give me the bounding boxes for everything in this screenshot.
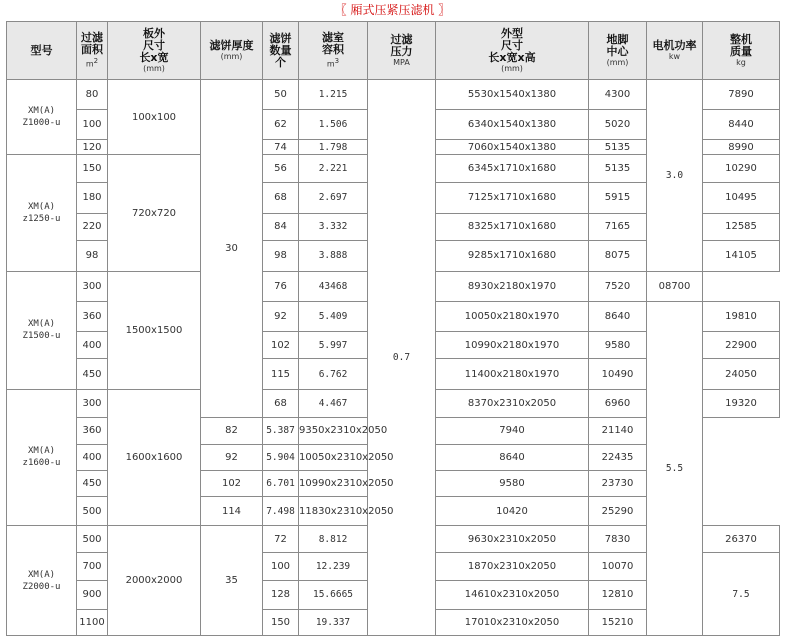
dimensions-cell: 11400x2180x1970	[436, 359, 589, 389]
cake-count-cell: 92	[263, 302, 299, 332]
area-cell: 220	[77, 213, 108, 240]
dimensions-cell: 17010x2310x2050	[436, 609, 589, 635]
foot-center-cell: 5135	[589, 140, 647, 155]
cake-count-cell: 68	[263, 182, 299, 213]
dimensions-cell: 9630x2310x2050	[436, 526, 589, 553]
header-chamber-volume: 滤室 容积 $m^3$	[299, 22, 368, 80]
model-cell: XM(A) Z1000-u	[7, 80, 77, 155]
weight-cell: 10495	[703, 182, 780, 213]
area-cell: 450	[77, 471, 108, 497]
weight-cell: 22435	[589, 444, 647, 470]
chamber-volume-cell: 5.997	[299, 332, 368, 359]
header-cake-count: 滤饼 数量 个	[263, 22, 299, 80]
dimensions-cell: 6340x1540x1380	[436, 110, 589, 140]
area-cell: 500	[77, 526, 108, 553]
model-cell: XM(A) Z2000-u	[7, 526, 77, 636]
cake-count-cell: 68	[263, 389, 299, 417]
cake-count-cell: 56	[263, 155, 299, 182]
cake-count-cell: 72	[263, 526, 299, 553]
cake-count-cell: 50	[263, 80, 299, 110]
foot-center-cell: 15210	[589, 609, 647, 635]
chamber-volume-cell: 2.221	[299, 155, 368, 182]
weight-cell: 14105	[703, 240, 780, 271]
dimensions-cell: 1870x2310x2050	[436, 553, 589, 580]
model-cell: XM(A) z1600-u	[7, 389, 77, 526]
header-model: 型号	[7, 22, 77, 80]
dimensions-cell: 10050x2180x1970	[436, 302, 589, 332]
weight-cell: 22900	[703, 332, 780, 359]
chamber-volume-cell: 19.337	[299, 609, 368, 635]
plate-size-cell: 100x100	[108, 80, 201, 155]
dimensions-cell: 5530x1540x1380	[436, 80, 589, 110]
dimensions-cell: 10050x2310x2050	[299, 444, 368, 470]
chamber-volume-cell: 1.506	[299, 110, 368, 140]
chamber-volume-cell: 6.701	[263, 471, 299, 497]
area-cell: 100	[77, 110, 108, 140]
header-area: 过滤 面积 $m^2$	[77, 22, 108, 80]
cake-count-cell: 92	[201, 444, 263, 470]
motor-power-cell: 5.5	[647, 302, 703, 636]
area-cell: 360	[77, 302, 108, 332]
motor-power-cell: 7.5	[703, 553, 780, 636]
cake-count-cell: 74	[263, 140, 299, 155]
cake-count-cell: 128	[263, 580, 299, 609]
chamber-volume-cell: 3.888	[299, 240, 368, 271]
weight-cell: 7890	[703, 80, 780, 110]
area-cell: 360	[77, 417, 108, 444]
chamber-volume-cell: 8.812	[299, 526, 368, 553]
weight-cell: 21140	[589, 417, 647, 444]
area-cell: 500	[77, 497, 108, 526]
area-cell: 700	[77, 553, 108, 580]
plate-size-cell: 1600x1600	[108, 389, 201, 526]
area-cell: 450	[77, 359, 108, 389]
foot-center-cell: 5020	[589, 110, 647, 140]
chamber-volume-cell: 6.762	[299, 359, 368, 389]
cake-count-cell: 115	[263, 359, 299, 389]
area-cell: 120	[77, 140, 108, 155]
dimensions-cell: 10990x2310x2050	[299, 471, 368, 497]
plate-size-cell: 720x720	[108, 155, 201, 272]
area-cell: 900	[77, 580, 108, 609]
header-row	[7, 22, 780, 80]
foot-center-cell: 4300	[589, 80, 647, 110]
spec-table	[6, 21, 780, 636]
spec-table-body	[7, 80, 780, 636]
weight-cell: 19320	[703, 389, 780, 417]
weight-cell: 8990	[703, 140, 780, 155]
dimensions-cell: 8370x2310x2050	[436, 389, 589, 417]
header-foot-center: 地脚 中心 (mm)	[589, 22, 647, 80]
area-cell: 80	[77, 80, 108, 110]
weight-cell: 8440	[703, 110, 780, 140]
dimensions-cell: 10990x2180x1970	[436, 332, 589, 359]
cake-count-cell: 76	[263, 271, 299, 301]
chamber-volume-cell: 2.697	[299, 182, 368, 213]
foot-center-cell: 8075	[589, 240, 647, 271]
weight-cell: 08700	[647, 271, 703, 301]
chamber-volume-cell: 3.332	[299, 213, 368, 240]
foot-center-cell: 8640	[589, 302, 647, 332]
chamber-volume-cell: 43468	[299, 271, 368, 301]
dimensions-cell: 7060x1540x1380	[436, 140, 589, 155]
motor-power-cell: 3.0	[647, 80, 703, 272]
area-cell: 400	[77, 444, 108, 470]
foot-center-cell: 8640	[436, 444, 589, 470]
weight-cell: 24050	[703, 359, 780, 389]
area-cell: 180	[77, 182, 108, 213]
area-cell: 98	[77, 240, 108, 271]
area-cell: 400	[77, 332, 108, 359]
cake-thickness-cell: 30	[201, 80, 263, 418]
header-motor-power: 电机功率 kw	[647, 22, 703, 80]
area-cell: 150	[77, 155, 108, 182]
header-plate-size: 板外 尺寸 长x宽 (mm)	[108, 22, 201, 80]
area-cell: 300	[77, 271, 108, 301]
foot-center-cell: 10070	[589, 553, 647, 580]
foot-center-cell: 9580	[589, 332, 647, 359]
header-dimensions: 外型 尺寸 长x宽x高 (mm)	[436, 22, 589, 80]
dimensions-cell: 6345x1710x1680	[436, 155, 589, 182]
foot-center-cell: 7520	[589, 271, 647, 301]
chamber-volume-cell: 15.6665	[299, 580, 368, 609]
weight-cell: 10290	[703, 155, 780, 182]
weight-cell: 12585	[703, 213, 780, 240]
chamber-volume-cell: 5.904	[263, 444, 299, 470]
foot-center-cell: 5135	[589, 155, 647, 182]
cake-count-cell: 102	[263, 332, 299, 359]
table-title: 〖 厢式压紧压滤机 〗	[334, 3, 451, 17]
foot-center-cell: 10420	[436, 497, 589, 526]
weight-cell: 26370	[703, 526, 780, 553]
foot-center-cell: 12810	[589, 580, 647, 609]
chamber-volume-cell: 1.798	[299, 140, 368, 155]
cake-count-cell: 102	[201, 471, 263, 497]
dimensions-cell: 8930x2180x1970	[436, 271, 589, 301]
header-weight: 整机 质量 kg	[703, 22, 780, 80]
cake-count-cell: 84	[263, 213, 299, 240]
chamber-volume-cell: 7.498	[263, 497, 299, 526]
plate-size-cell: 2000x2000	[108, 526, 201, 636]
cake-count-cell: 100	[263, 553, 299, 580]
model-cell: XM(A) Z1500-u	[7, 271, 77, 389]
cake-count-cell: 98	[263, 240, 299, 271]
model-cell: XM(A) z1250-u	[7, 155, 77, 272]
dimensions-cell: 11830x2310x2050	[299, 497, 368, 526]
cake-thickness-cell: 35	[201, 526, 263, 636]
chamber-volume-cell: 1.215	[299, 80, 368, 110]
foot-center-cell: 7830	[589, 526, 647, 553]
foot-center-cell: 6960	[589, 389, 647, 417]
cake-count-cell: 62	[263, 110, 299, 140]
pressure-cell: 0.7	[368, 80, 436, 636]
cake-count-cell: 114	[201, 497, 263, 526]
header-cake-thickness: 滤饼厚度 (mm)	[201, 22, 263, 80]
plate-size-cell: 1500x1500	[108, 271, 201, 389]
chamber-volume-cell: 5.409	[299, 302, 368, 332]
dimensions-cell: 7125x1710x1680	[436, 182, 589, 213]
cake-count-cell: 82	[201, 417, 263, 444]
dimensions-cell: 8325x1710x1680	[436, 213, 589, 240]
foot-center-cell: 7940	[436, 417, 589, 444]
area-cell: 300	[77, 389, 108, 417]
area-cell: 1100	[77, 609, 108, 635]
cake-count-cell: 150	[263, 609, 299, 635]
chamber-volume-cell: 5.387	[263, 417, 299, 444]
chamber-volume-cell: 4.467	[299, 389, 368, 417]
table-row	[7, 80, 780, 110]
foot-center-cell: 9580	[436, 471, 589, 497]
dimensions-cell: 14610x2310x2050	[436, 580, 589, 609]
header-pressure: 过滤 压力 MPA	[368, 22, 436, 80]
foot-center-cell: 5915	[589, 182, 647, 213]
foot-center-cell: 7165	[589, 213, 647, 240]
dimensions-cell: 9350x2310x2050	[299, 417, 368, 444]
weight-cell: 25290	[589, 497, 647, 526]
chamber-volume-cell: 12.239	[299, 553, 368, 580]
weight-cell: 19810	[703, 302, 780, 332]
dimensions-cell: 9285x1710x1680	[436, 240, 589, 271]
foot-center-cell: 10490	[589, 359, 647, 389]
weight-cell: 23730	[589, 471, 647, 497]
